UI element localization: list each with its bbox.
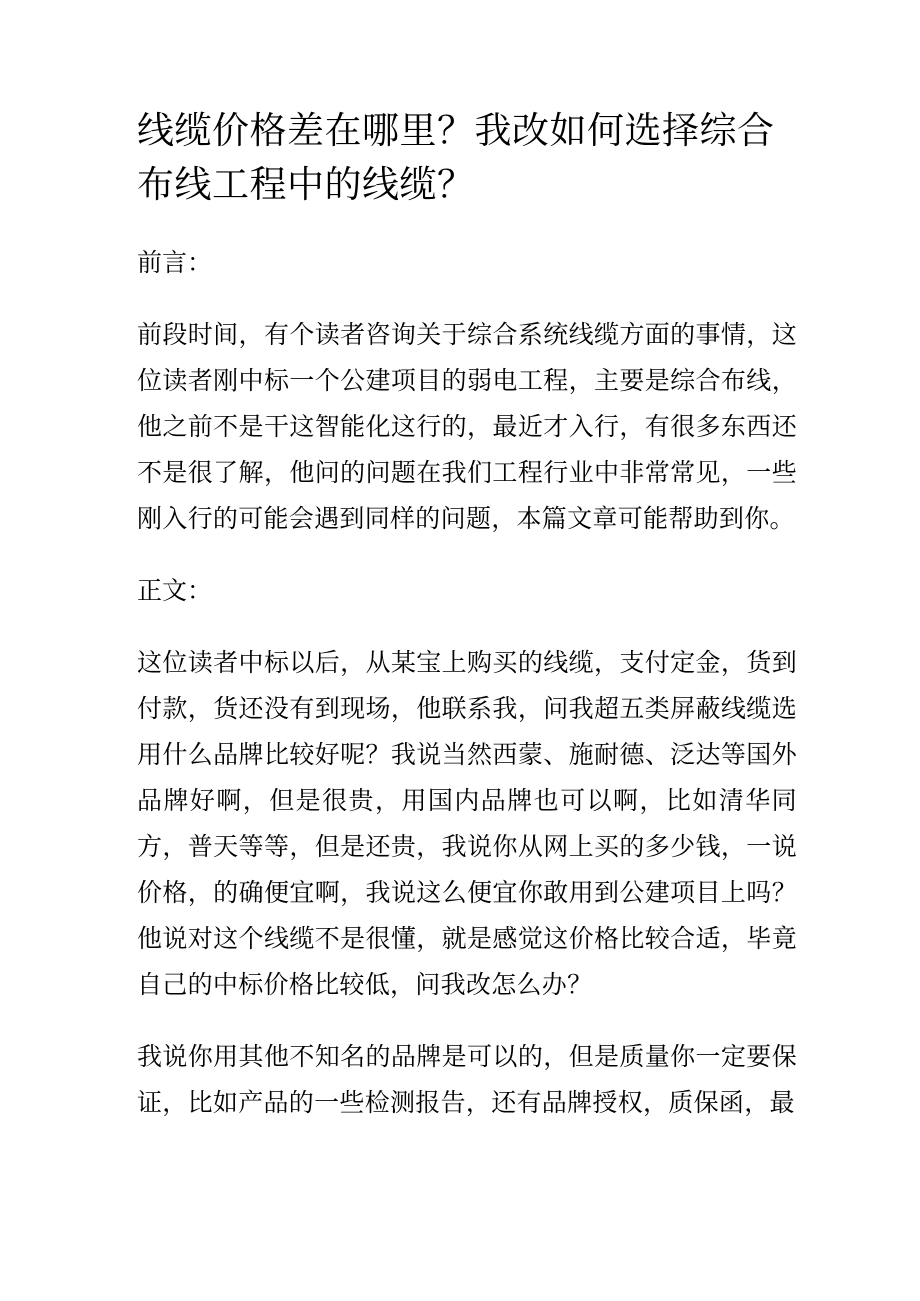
preface-paragraph: 前段时间，有个读者咨询关于综合系统线缆方面的事情，这位读者刚中标一个公建项目的弱电工程，主要是综合布线，他之前不是干这智能化这行的，最近才入行，有很多东西还不是很了解，他问的问题在我们工程行业中非常常见，一些刚入行的可能会遇到同样的问题，本篇文章可能帮助到你。 [137,320,797,533]
body-paragraph: 我说你用其他不知名的品牌是可以的，但是质量你一定要保证，比如产品的一些检测报告，还有品牌授权，质保函，最 [137,1042,797,1117]
body-label: 正文： [137,576,213,605]
document-page [137,104,797,1152]
document-title: 线缆价格差在哪里？我改如何选择综合布线工程中的线缆？ [137,109,775,206]
preface-label: 前言： [137,248,213,277]
body-paragraph: 这位读者中标以后，从某宝上购买的线缆，支付定金，货到付款，货还没有到现场，他联系我，问我超五类屏蔽线缆选用什么品牌比较好呢？我说当然西蒙、施耐德、泛达等国外品牌好啊，但是很贵，用国内品牌也可以啊，比如清华同方，普天等等，但是还贵，我说你从网上买的多少钱，一说价格，的确便宜啊，我说这么便宜你敢用到公建项目上吗？他说对这个线缆不是很懂，就是感觉这价格比较合适，毕竟自己的中标价格比较低，问我改怎么办？ [137,648,797,999]
